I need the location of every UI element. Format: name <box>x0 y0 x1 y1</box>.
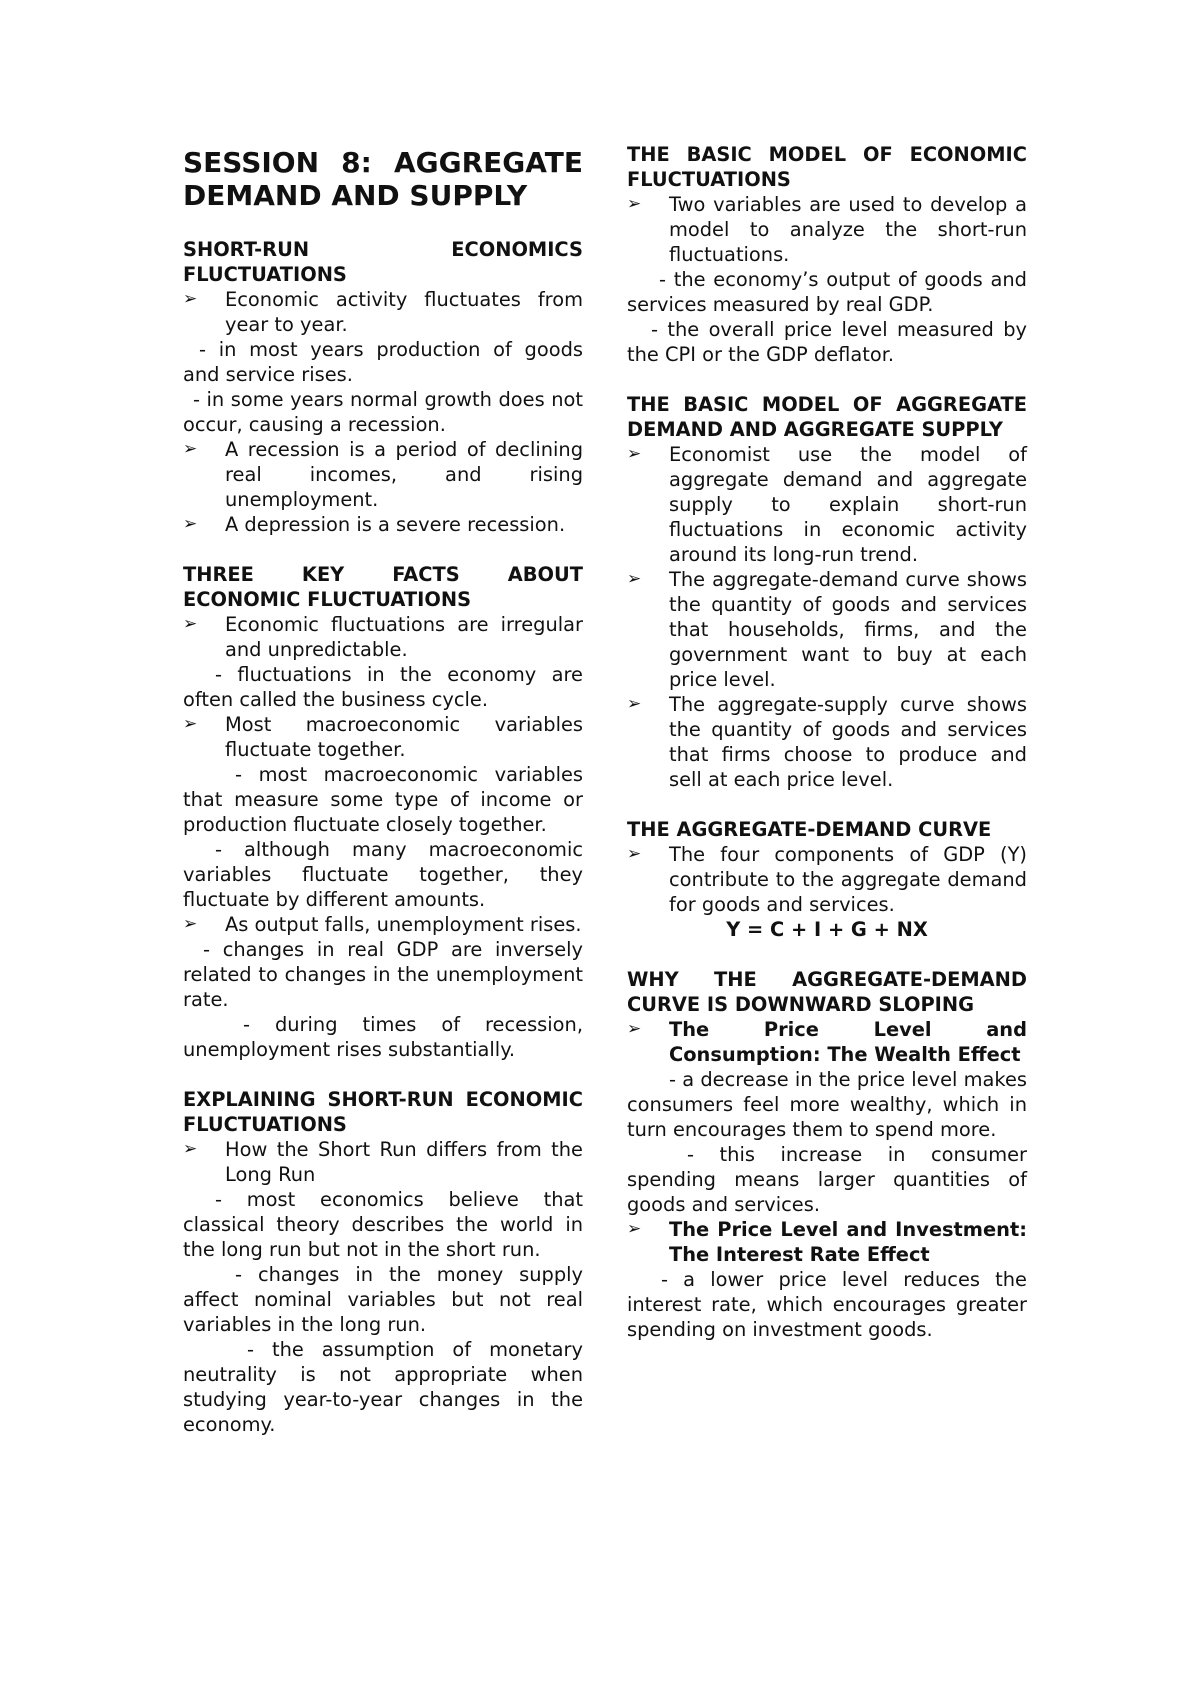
bullet-item <box>627 842 1027 917</box>
arrow-bullet-icon: ➢ <box>627 844 642 864</box>
section <box>627 967 1027 1342</box>
section <box>627 817 1027 942</box>
sub-point: - a lower price level reduces the interest rate, which encourages greater spending on investment goods. <box>627 1268 1027 1341</box>
arrow-bullet-icon: ➢ <box>183 439 198 459</box>
bullet-item <box>183 712 583 762</box>
bullet-item <box>183 437 583 512</box>
section <box>183 1087 583 1437</box>
bullet-item <box>183 287 583 337</box>
section-heading: WHY THE AGGREGATE-DEMAND CURVE IS DOWNWARD SLOPING <box>627 968 1027 1016</box>
section-heading: THE BASIC MODEL OF AGGREGATE DEMAND AND AGGREGATE SUPPLY <box>627 393 1027 441</box>
bullet-text: A depression is a severe recession. <box>225 513 566 536</box>
bullet-text: How the Short Run differs from the Long Run <box>225 1138 583 1186</box>
section <box>627 392 1027 792</box>
arrow-bullet-icon: ➢ <box>183 714 198 734</box>
right-sections <box>627 142 1027 1342</box>
bullet-text: A recession is a period of declining real incomes, and rising unemployment. <box>225 438 583 511</box>
bullet-item <box>627 692 1027 792</box>
arrow-bullet-icon: ➢ <box>183 614 198 634</box>
sub-point: - the overall price level measured by the CPI or the GDP deflator. <box>627 318 1027 366</box>
sub-point: - the economy’s output of goods and services measured by real GDP. <box>627 268 1027 316</box>
section <box>627 142 1027 367</box>
bullet-item <box>627 567 1027 692</box>
bullet-item <box>627 442 1027 567</box>
section-heading: SHORT-RUN ECONOMICS FLUCTUATIONS <box>183 238 583 286</box>
sub-point: - a decrease in the price level makes consumers feel more wealthy, which in turn encourages them to spend more. <box>627 1068 1027 1141</box>
bullet-item <box>183 612 583 662</box>
sub-point: - this increase in consumer spending means larger quantities of goods and services. <box>627 1143 1027 1216</box>
section-heading: THE BASIC MODEL OF ECONOMIC FLUCTUATIONS <box>627 143 1027 191</box>
left-column <box>183 142 583 1462</box>
sub-point: - in most years production of goods and service rises. <box>183 338 583 386</box>
bullet-item <box>183 512 583 537</box>
sub-point: - although many macroeconomic variables fluctuate together, they fluctuate by different amounts. <box>183 838 583 911</box>
sub-point: - fluctuations in the economy are often called the business cycle. <box>183 663 583 711</box>
bullet-text: As output falls, unemployment rises. <box>225 913 582 936</box>
arrow-bullet-icon: ➢ <box>627 694 642 714</box>
bullet-item <box>627 192 1027 267</box>
right-column <box>627 142 1027 1367</box>
left-sections <box>183 237 583 1437</box>
section-heading: THREE KEY FACTS ABOUT ECONOMIC FLUCTUATIONS <box>183 563 583 611</box>
bullet-item <box>183 912 583 937</box>
section-heading: THE AGGREGATE-DEMAND CURVE <box>627 818 992 841</box>
sub-point: - during times of recession, unemployment rises substantially. <box>183 1013 583 1061</box>
sub-point: - most macroeconomic variables that measure some type of income or production fluctuate closely together. <box>183 763 583 836</box>
bullet-text: The aggregate-demand curve shows the quantity of goods and services that households, firms, and the government want to buy at each price level. <box>669 568 1027 691</box>
bullet-text: Most macroeconomic variables fluctuate together. <box>225 713 583 761</box>
bullet-text: Economist use the model of aggregate demand and aggregate supply to explain short-run fluctuations in economic activity around its long-run trend. <box>669 443 1027 566</box>
bullet-text: Two variables are used to develop a model to analyze the short-run fluctuations. <box>669 193 1027 266</box>
section <box>183 237 583 537</box>
bullet-text: The aggregate-supply curve shows the quantity of goods and services that firms choose to produce and sell at each price level. <box>669 693 1027 791</box>
bullet-item <box>627 1217 1027 1267</box>
sub-point: - the assumption of monetary neutrality is not appropriate when studying year-to-year changes in the economy. <box>183 1338 583 1436</box>
arrow-bullet-icon: ➢ <box>627 569 642 589</box>
arrow-bullet-icon: ➢ <box>183 1139 198 1159</box>
sub-point: - changes in real GDP are inversely related to changes in the unemployment rate. <box>183 938 583 1011</box>
sub-point: - most economics believe that classical theory describes the world in the long run but not in the short run. <box>183 1188 583 1261</box>
arrow-bullet-icon: ➢ <box>627 1019 642 1039</box>
arrow-bullet-icon: ➢ <box>627 444 642 464</box>
arrow-bullet-icon: ➢ <box>183 914 198 934</box>
arrow-bullet-icon: ➢ <box>627 194 642 214</box>
bullet-item <box>627 1017 1027 1067</box>
bullet-text: The four components of GDP (Y) contribute to the aggregate demand for goods and services. <box>669 843 1027 916</box>
section-heading: EXPLAINING SHORT-RUN ECONOMIC FLUCTUATIONS <box>183 1088 583 1136</box>
section <box>183 562 583 1062</box>
formula: Y = C + I + G + NX <box>726 918 928 941</box>
bullet-text: The Price Level and Consumption: The Wealth Effect <box>669 1018 1027 1066</box>
sub-point: - changes in the money supply affect nominal variables but not real variables in the long run. <box>183 1263 583 1336</box>
arrow-bullet-icon: ➢ <box>183 289 198 309</box>
arrow-bullet-icon: ➢ <box>183 514 198 534</box>
bullet-text: Economic activity fluctuates from year to year. <box>225 288 583 336</box>
bullet-item <box>183 1137 583 1187</box>
sub-point: - in some years normal growth does not occur, causing a recession. <box>183 388 583 436</box>
bullet-text: The Price Level and Investment: The Interest Rate Effect <box>669 1218 1027 1266</box>
bullet-text: Economic fluctuations are irregular and unpredictable. <box>225 613 583 661</box>
page-title: SESSION 8: AGGREGATE DEMAND AND SUPPLY <box>183 146 583 212</box>
arrow-bullet-icon: ➢ <box>627 1219 642 1239</box>
